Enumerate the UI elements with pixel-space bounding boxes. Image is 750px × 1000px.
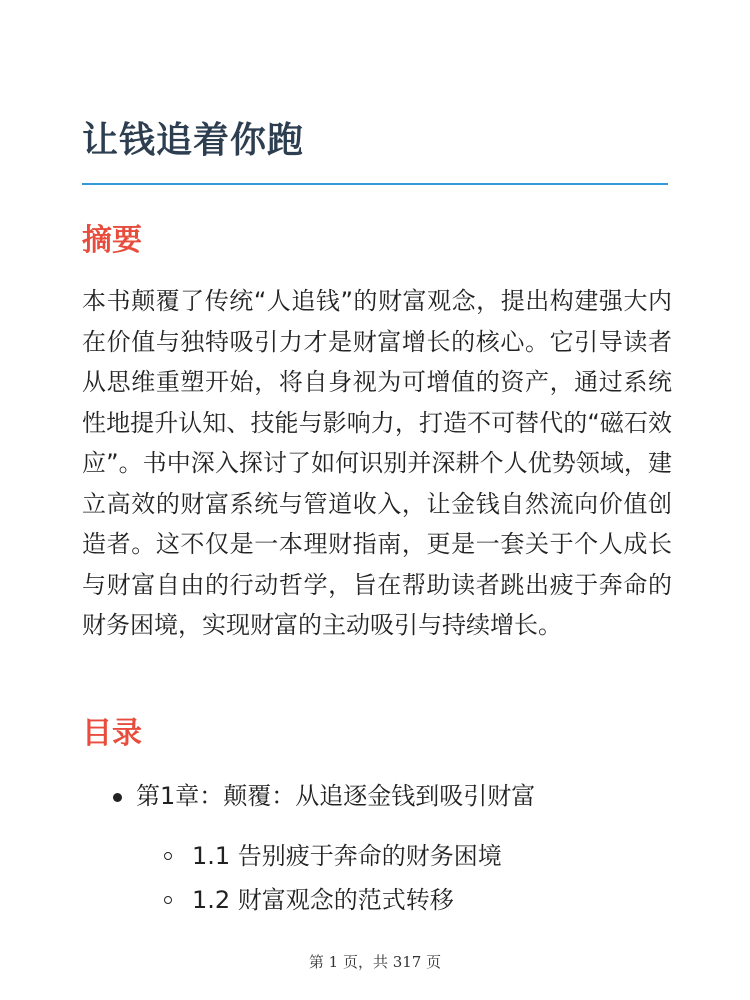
title-divider xyxy=(82,183,668,185)
bullet-circle-icon xyxy=(164,852,172,860)
document-title: 让钱追着你跑 xyxy=(82,120,305,161)
abstract-paragraph: 本书颠覆了传统“人追钱”的财富观念，提出构建强大内在价值与独特吸引力才是财富增长的核心。它引导读者从思维重塑开始，将自身视为可增值的资产，通过系统性地提升认知、技能与影响力，打造不可替代的“磁石效应”。书中深入探讨了如何识别并深耕个人优势领域，建立高效的财富系统与管道收入，让金钱自然流向价值创造者。这不仅是一本理财指南，更是一套关于个人成长与财富自由的行动哲学，旨在帮助读者跳出疲于奔命的财务困境，实现财富的主动吸引与持续增长。 xyxy=(82,287,672,639)
abstract-heading: 摘要 xyxy=(82,223,142,258)
page-footer: 第 1 页，共 317 页 xyxy=(308,953,442,971)
toc-chapter-item[interactable] xyxy=(82,776,672,922)
bullet-circle-icon xyxy=(164,896,172,904)
toc-section-item[interactable] xyxy=(136,878,672,922)
toc-sublist xyxy=(136,834,672,922)
toc-section-label: 1.2 财富观念的范式转移 xyxy=(192,886,454,914)
bullet-disc-icon xyxy=(113,793,122,802)
toc-section-item[interactable] xyxy=(136,834,672,878)
toc-section-label: 1.1 告别疲于奔命的财务困境 xyxy=(192,842,502,870)
toc-list xyxy=(82,776,672,922)
toc-heading: 目录 xyxy=(82,716,142,751)
toc-chapter-label: 第1章：颠覆：从追逐金钱到吸引财富 xyxy=(136,782,536,810)
